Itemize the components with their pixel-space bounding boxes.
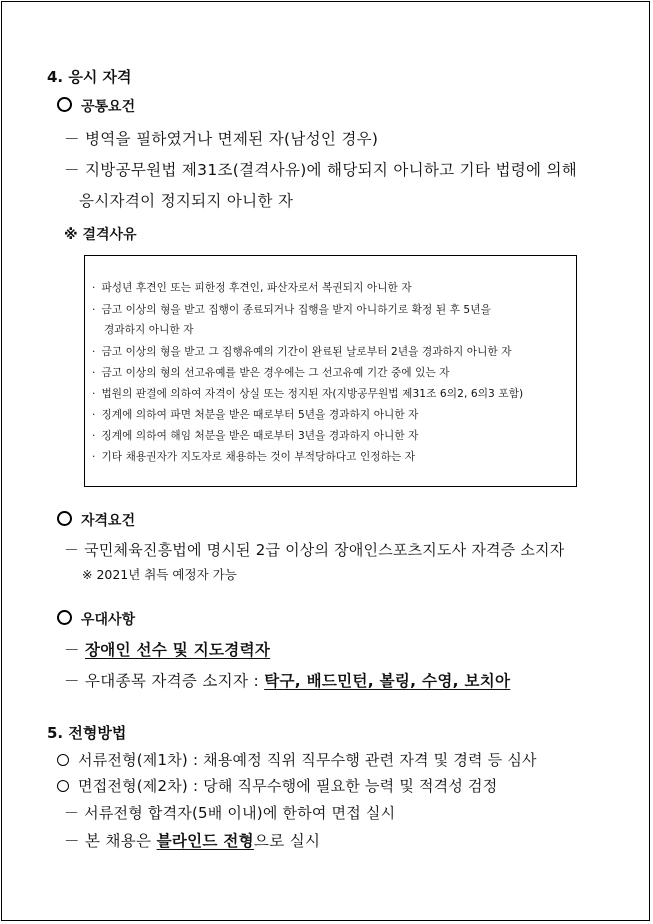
preference-heading [57,609,135,629]
disq-item: · 기타 채용권자가 지도자로 채용하는 것이 부적당하다고 인정하는 자 [92,451,416,463]
preference-sports-emphasis: 탁구, 배드민턴, 볼링, 수영, 보치아 [264,672,511,690]
blind-emphasis: 블라인드 전형 [156,832,254,850]
qualification-heading-label: 자격요건 [81,513,136,529]
common-requirements-heading [57,96,135,116]
qualification-item: － 국민체육진흥법에 명시된 2급 이상의 장애인스포츠지도사 자격증 소지자 [64,541,565,559]
circle-bullet-icon [57,780,69,792]
common-item-law: － 지방공무원법 제31조(결격사유)에 해당되지 아니하고 기타 법령에 의해 [64,161,578,179]
screening-blind: － 본 채용은 블라인드 전형으로 실시 [64,832,321,850]
preference-heading-label: 우대사항 [81,612,136,628]
circle-bullet-icon [57,511,72,526]
disq-item: · 금고 이상의 형을 받고 그 집행유예의 기간이 완료된 날로부터 2년을 경과하지 아니한 자 [92,346,512,358]
screening-interview: 면접전형(제2차) : 당해 직무수행에 필요한 능력 및 적격성 검정 [57,775,497,796]
circle-bullet-icon [57,97,72,112]
common-item-law-cont: 응시자격이 정지되지 아니한 자 [79,192,294,210]
common-item-military: － 병역을 필하였거나 면제된 자(남성인 경우) [64,130,379,148]
common-heading-label: 공통요건 [81,99,136,115]
disq-item: · 금고 이상의 형의 선고유예를 받은 경우에는 그 선고유예 기간 중에 있는 자 [92,367,450,379]
disq-item-cont: 경과하지 아니한 자 [104,324,194,336]
screening-interview-note: － 서류전형 합격자(5배 이내)에 한하여 면접 실시 [64,804,396,822]
disq-item: · 금고 이상의 형을 받고 집행이 종료되거나 집행을 받지 아니하기로 확정 된 후 5년을 [92,304,491,316]
circle-bullet-icon [57,610,72,625]
disq-item: · 파성년 후견인 또는 피한정 후견인, 파산자로서 복권되지 아니한 자 [92,282,412,294]
disqualification-box [84,255,577,487]
preference-item-sports: － 우대종목 자격증 소지자 : 탁구, 배드민턴, 볼링, 수영, 보치아 [64,672,511,690]
circle-bullet-icon [57,754,69,766]
screening-document: 서류전형(제1차) : 채용예정 직위 직무수행 관련 자격 및 경력 등 심사 [57,749,537,770]
qualification-note: ※ 2021년 취득 예정자 가능 [82,567,237,582]
section4-title: 4. 응시 자격 [47,68,132,86]
disq-item: · 법원의 판결에 의하여 자격이 상실 또는 정지된 자(지방공무원법 제31조 6의2, 6의3 포함) [92,388,524,400]
preference-item-athlete: － 장애인 선수 및 지도경력자 [64,641,271,659]
disq-item: · 징계에 의하여 파면 처분을 받은 때로부터 5년을 경과하지 아니한 자 [92,409,419,421]
disq-item: · 징계에 의하여 해임 처분을 받은 때로부터 3년을 경과하지 아니한 자 [92,430,419,442]
section5-title: 5. 전형방법 [47,724,127,742]
preference-athlete-emphasis: 장애인 선수 및 지도경력자 [85,641,271,659]
qualification-heading [57,510,135,530]
disqualification-note: ※ 결격사유 [64,227,137,243]
